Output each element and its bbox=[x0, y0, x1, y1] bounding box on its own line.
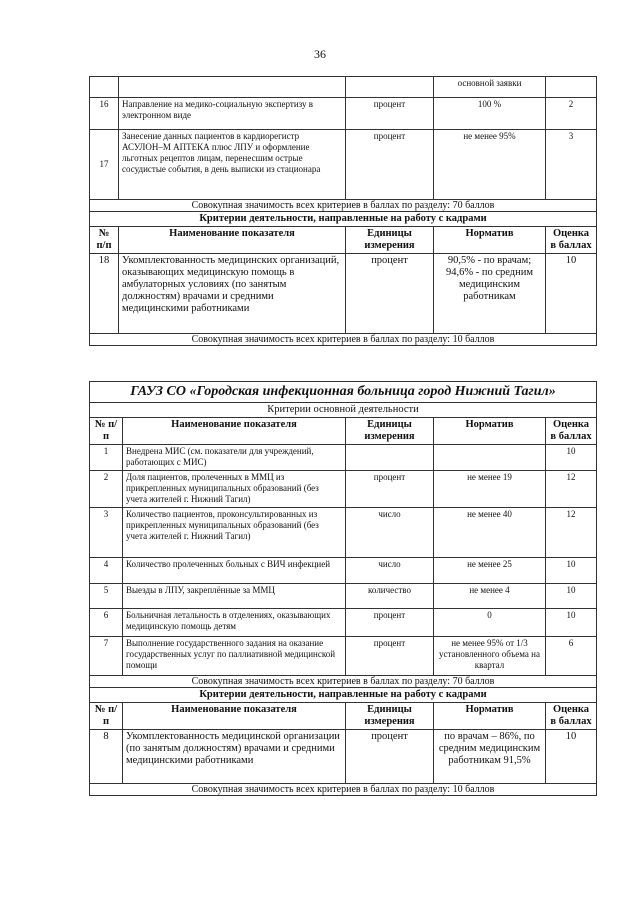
table-row bbox=[90, 471, 597, 508]
indicator-name: Выполнение государственного задания на оказание государственных услуг по паллиативной медицинской помощи bbox=[123, 637, 346, 676]
table-row bbox=[90, 558, 597, 584]
norm-cell: не менее 19 bbox=[434, 471, 546, 508]
table-row bbox=[90, 508, 597, 558]
indicator-name: Укомплектованность медицинской организации (по занятым должностям) врачами и средними медицинскими работниками bbox=[123, 730, 346, 784]
criteria-table-infectious-hospital bbox=[89, 381, 597, 796]
score-cell: 10 bbox=[546, 584, 597, 609]
header-row bbox=[90, 703, 597, 730]
col-header-unit: Единицы измерения bbox=[346, 418, 434, 445]
unit-cell: число bbox=[346, 558, 434, 584]
row-number: 7 bbox=[90, 637, 123, 676]
norm-cell: по врачам – 86%, по средним медицинским работникам 91,5% bbox=[434, 730, 546, 784]
col-header-unit: Единицы измерения bbox=[346, 703, 434, 730]
row-number: 3 bbox=[90, 508, 123, 558]
row-number: 4 bbox=[90, 558, 123, 584]
norm-cell: не менее 25 bbox=[434, 558, 546, 584]
header-row bbox=[90, 418, 597, 445]
section-total: Совокупная значимость всех критериев в баллах по разделу: 70 баллов bbox=[90, 200, 597, 212]
col-header-name: Наименование показателя bbox=[123, 418, 346, 445]
score-cell: 10 bbox=[546, 609, 597, 637]
staff-criteria-heading: Критерии деятельности, направленные на работу с кадрами bbox=[90, 688, 597, 703]
staff-criteria-heading: Критерии деятельности, направленные на работу с кадрами bbox=[90, 212, 597, 227]
section-heading-row bbox=[90, 212, 597, 227]
norm-cell: не менее 40 bbox=[434, 508, 546, 558]
criteria-table-continued bbox=[89, 76, 597, 346]
indicator-name: Больничная летальность в отделениях, оказывающих медицинскую помощь детям bbox=[123, 609, 346, 637]
unit-cell: процент bbox=[346, 471, 434, 508]
norm-cell: не менее 95% от 1/3 установленного объема на квартал bbox=[434, 637, 546, 676]
col-header-number: № п/п bbox=[90, 418, 123, 445]
col-header-number: № п/п bbox=[90, 703, 123, 730]
table-row bbox=[90, 77, 597, 98]
norm-cell: не менее 4 bbox=[434, 584, 546, 609]
score-cell: 3 bbox=[546, 130, 597, 200]
table-row bbox=[90, 609, 597, 637]
norm-cell: основной заявки bbox=[434, 77, 546, 98]
section-total-row bbox=[90, 200, 597, 212]
score-cell: 6 bbox=[546, 637, 597, 676]
page-number: 36 bbox=[314, 47, 326, 61]
indicator-name: Количество пациентов, проконсультированных из прикрепленных муниципальных образований (без учета жителей г. Нижний Тагил) bbox=[123, 508, 346, 558]
row-number: 2 bbox=[90, 471, 123, 508]
indicator-name: Укомплектованность медицинских организаций, оказывающих медицинскую помощь в амбулаторных условиях (по занятым должностям) врачами и средними медицинскими работниками bbox=[119, 254, 346, 334]
section-heading-row bbox=[90, 403, 597, 418]
norm-cell bbox=[434, 445, 546, 471]
unit-cell: число bbox=[346, 508, 434, 558]
norm-cell: 100 % bbox=[434, 98, 546, 130]
main-criteria-heading: Критерии основной деятельности bbox=[90, 403, 597, 418]
unit-cell: процент bbox=[346, 730, 434, 784]
row-number: 8 bbox=[90, 730, 123, 784]
table-row bbox=[90, 637, 597, 676]
score-cell: 10 bbox=[546, 445, 597, 471]
row-number: 16 bbox=[90, 98, 119, 130]
col-header-score: Оценка в баллах bbox=[546, 703, 597, 730]
unit-cell: процент bbox=[346, 609, 434, 637]
section-total: Совокупная значимость всех критериев в баллах по разделу: 10 баллов bbox=[90, 334, 597, 346]
col-header-norm: Норматив bbox=[434, 418, 546, 445]
indicator-name: Количество пролеченных больных с ВИЧ инфекцией bbox=[123, 558, 346, 584]
score-cell: 10 bbox=[546, 558, 597, 584]
section-total-row bbox=[90, 676, 597, 688]
unit-cell: процент bbox=[346, 130, 434, 200]
section-total-row bbox=[90, 334, 597, 346]
score-cell: 2 bbox=[546, 98, 597, 130]
table-row bbox=[90, 730, 597, 784]
row-number: 5 bbox=[90, 584, 123, 609]
section-total: Совокупная значимость всех критериев в баллах по разделу: 10 баллов bbox=[90, 784, 597, 796]
indicator-name: Выезды в ЛПУ, закреплённые за ММЦ bbox=[123, 584, 346, 609]
header-row bbox=[90, 227, 597, 254]
norm-cell: 90,5% - по врачам; 94,6% - по средним медицинским работникам bbox=[434, 254, 546, 334]
indicator-name: Занесение данных пациентов в кардиорегистр АСУЛОН–М АПТЕКА плюс ЛПУ и оформление льготных рецептов лицам, перенесшим острые сосудистые события, в день выписки из стационара bbox=[119, 130, 346, 200]
section-total: Совокупная значимость всех критериев в баллах по разделу: 70 баллов bbox=[90, 676, 597, 688]
col-header-name: Наименование показателя bbox=[119, 227, 346, 254]
score-cell: 10 bbox=[546, 254, 597, 334]
organization-title: ГАУЗ СО «Городская инфекционная больница город Нижний Тагил» bbox=[90, 382, 597, 403]
table-row bbox=[90, 98, 597, 130]
col-header-norm: Норматив bbox=[434, 703, 546, 730]
score-cell: 12 bbox=[546, 471, 597, 508]
col-header-unit: Единицы измерения bbox=[346, 227, 434, 254]
unit-cell bbox=[346, 445, 434, 471]
row-number: 18 bbox=[90, 254, 119, 334]
norm-cell: не менее 95% bbox=[434, 130, 546, 200]
indicator-name: Направление на медико-социальную экспертизу в электронном виде bbox=[119, 98, 346, 130]
col-header-norm: Норматив bbox=[434, 227, 546, 254]
unit-cell: процент bbox=[346, 637, 434, 676]
norm-cell: 0 bbox=[434, 609, 546, 637]
unit-cell: количество bbox=[346, 584, 434, 609]
section-heading-row bbox=[90, 688, 597, 703]
score-cell: 12 bbox=[546, 508, 597, 558]
col-header-number: № п/п bbox=[90, 227, 119, 254]
table-row bbox=[90, 445, 597, 471]
indicator-name: Внедрена МИС (см. показатели для учреждений, работающих с МИС) bbox=[123, 445, 346, 471]
col-header-name: Наименование показателя bbox=[123, 703, 346, 730]
unit-cell: процент bbox=[346, 98, 434, 130]
score-cell: 10 bbox=[546, 730, 597, 784]
indicator-name: Доля пациентов, пролеченных в ММЦ из прикрепленных муниципальных образований (без учета жителей г. Нижний Тагил) bbox=[123, 471, 346, 508]
row-number: 17 bbox=[90, 130, 119, 200]
table-row bbox=[90, 254, 597, 334]
row-number: 1 bbox=[90, 445, 123, 471]
table-row bbox=[90, 584, 597, 609]
section-total-row bbox=[90, 784, 597, 796]
table-row bbox=[90, 130, 597, 200]
col-header-score: Оценка в баллах bbox=[546, 418, 597, 445]
unit-cell: процент bbox=[346, 254, 434, 334]
org-title-row bbox=[90, 382, 597, 403]
row-number: 6 bbox=[90, 609, 123, 637]
col-header-score: Оценка в баллах bbox=[546, 227, 597, 254]
